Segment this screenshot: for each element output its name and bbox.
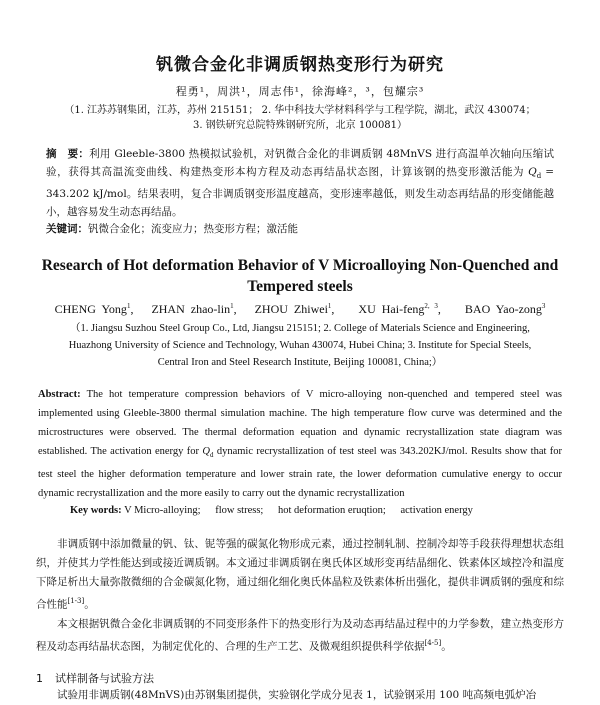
keyword: V Micro-alloying; xyxy=(124,505,201,517)
english-affiliation-line-2: Huazhong University of Science and Technology, Wuhan 430074, Hubei China; 3. Institute for Special Steels, xyxy=(68,340,532,352)
english-title-line-1: Research of Hot deformation Behavior of V Microalloying Non-Quenched and xyxy=(41,257,559,275)
keyword: activation energy xyxy=(400,505,473,517)
english-title-line-2: Tempered steels xyxy=(247,278,353,296)
section-title: 试样制备与试验方法 xyxy=(55,672,154,686)
chinese-title: 钒微合金化非调质钢热变形行为研究 xyxy=(156,55,444,75)
author-name: ZHOU Zhiwei xyxy=(254,302,328,317)
chinese-keywords xyxy=(36,221,564,237)
activation-energy-subscript: d xyxy=(536,172,542,181)
chinese-abstract xyxy=(36,145,564,221)
author-affiliation-mark: 2, 3 xyxy=(424,302,438,311)
author xyxy=(255,302,332,316)
activation-energy-value: = 343.202 kJ/mol xyxy=(46,166,555,201)
chinese-affiliation-line-2: 3. 钢铁研究总院特殊钢研究所，北京 100081） xyxy=(192,120,408,131)
keyword: hot deformation eruqtion; xyxy=(277,505,386,517)
author-affiliation-mark: 1 xyxy=(327,302,332,311)
section-number: 1 xyxy=(36,672,43,686)
english-abstract-label: Abstract: xyxy=(38,389,81,401)
paragraph-text: 非调质钢中添加微量的钒、钛、铌等强的碳氮化物形成元素，通过控制轧制、控制冷却等手段获得理想状态组织，并使其力学性能达到或接近调质钢。本文通过非调质钢在奥氏体区域形变再结晶细化、铁素体区域控冷和温度下降足析出大量弥散微细的合金碳氮化物，通过细化细化奥氏体晶粒及铁素体析出强化，提供非调质钢的强度和综合性能 xyxy=(36,538,564,611)
citation: [1-3] xyxy=(67,597,85,606)
author-affiliation-mark: 3 xyxy=(541,302,546,311)
section-heading-1 xyxy=(36,670,564,686)
chinese-abstract-conclusion: 。结果表明，复合非调质钢变形温度越高，变形速率越低，则发生动态再结晶的形变储能越小，越容易发生动态再结晶。 xyxy=(46,188,554,219)
paragraph-end: 。 xyxy=(84,598,95,611)
paragraph-text: 本文根据钒微合金化非调质钢的不同变形条件下的热变形行为及动态再结晶过程中的力学参数，建立热变形方程及动态再结晶状态图，为制定优化的、合理的生产工艺、及微观组织提供科学依据 xyxy=(36,617,564,653)
author-name: BAO Yao-zong xyxy=(464,302,542,317)
author-affiliation-mark: 1 xyxy=(230,302,234,311)
author xyxy=(55,302,131,316)
author-affiliation-mark: 1 xyxy=(126,302,131,311)
chinese-affiliations xyxy=(36,103,564,133)
author-name: CHENG Yong xyxy=(54,302,127,317)
intro-paragraph-1 xyxy=(36,535,564,615)
intro-paragraph-2 xyxy=(36,615,564,657)
author-name: ZHAN zhao-lin xyxy=(151,302,231,317)
keyword: flow stress; xyxy=(215,505,264,517)
english-abstract-text: The hot temperature compression behaviors of V micro-alloying non-quenched and tempered steel was implemented using Gleeble-3800 thermal simulation machine. The high temperature flow curve was determined and the microstructures were observed. The thermal deformation equation and dynamic recrystallization state diagram was established. The activation energy for xyxy=(38,389,562,458)
chinese-keywords-text: 钒微合金化；流变应力；热变形方程；激活能 xyxy=(88,223,298,236)
method-paragraph-1: 试验用非调质钢(48MnVS)由苏钢集团提供，实验钢化学成分见表 1，试验钢采用 100 吨高频电弧炉冶 xyxy=(57,689,537,702)
activation-energy-symbol: Q xyxy=(202,446,210,458)
english-abstract xyxy=(36,385,564,503)
english-keywords-label: Key words: xyxy=(70,505,122,517)
activation-energy-subscript: d xyxy=(209,451,214,460)
english-abstract-results: dynamic recrystallization of test steel was 343.202KJ/mol. Results show that for test steel the higher deformation temperature and lower strain rate, the lower deformation cumulative energy to occur dynamic recrystallization and the more easily to carry out the dynamic recrystallization xyxy=(38,446,563,500)
english-title xyxy=(36,255,564,297)
english-keywords xyxy=(36,503,564,519)
activation-energy-symbol: Q xyxy=(528,166,537,178)
citation: [4-5] xyxy=(424,638,442,647)
author xyxy=(151,302,233,316)
author xyxy=(358,302,437,316)
chinese-authors: 程勇¹，周洪¹，周志伟¹，徐海峰²，³，包耀宗³ xyxy=(175,85,425,98)
english-affiliations xyxy=(36,320,564,371)
chinese-affiliation-line-1: （1. 江苏苏钢集团，江苏，苏州 215151； 2. 华中科技大学材料科学与工程学院，湖北，武汉 430074； xyxy=(64,105,536,116)
author-name: XU Hai-feng xyxy=(358,302,425,317)
chinese-abstract-label: 摘 要： xyxy=(46,148,90,160)
english-authors: CHENG Yong$^1$, ZHAN zhao-lin$^1$, ZHOU Zhiwei$^1$, XU Hai-feng$^{2, 3}$, BAO Yao-zong$^3$ xyxy=(54,302,546,317)
author xyxy=(465,302,546,316)
chinese-abstract-text: 利用 Gleeble-3800 热模拟试验机，对钒微合金化的非调质钢 48MnVS 进行高温单次轴向压缩试验，获得其高温流变曲线、构建热变形本构方程及动态再结晶状态图，计算该钢的热变形激活能为 xyxy=(46,148,554,178)
english-affiliation-line-1: （1. Jiangsu Suzhou Steel Group Co., Ltd, Jiangsu 215151; 2. College of Materials Science and Engineering, xyxy=(70,323,530,335)
chinese-keywords-label: 关键词： xyxy=(46,223,88,236)
paragraph-end: 。 xyxy=(441,640,452,653)
english-affiliation-line-3: Central Iron and Steel Research Institute, Beijing 100081, China;） xyxy=(157,357,443,369)
